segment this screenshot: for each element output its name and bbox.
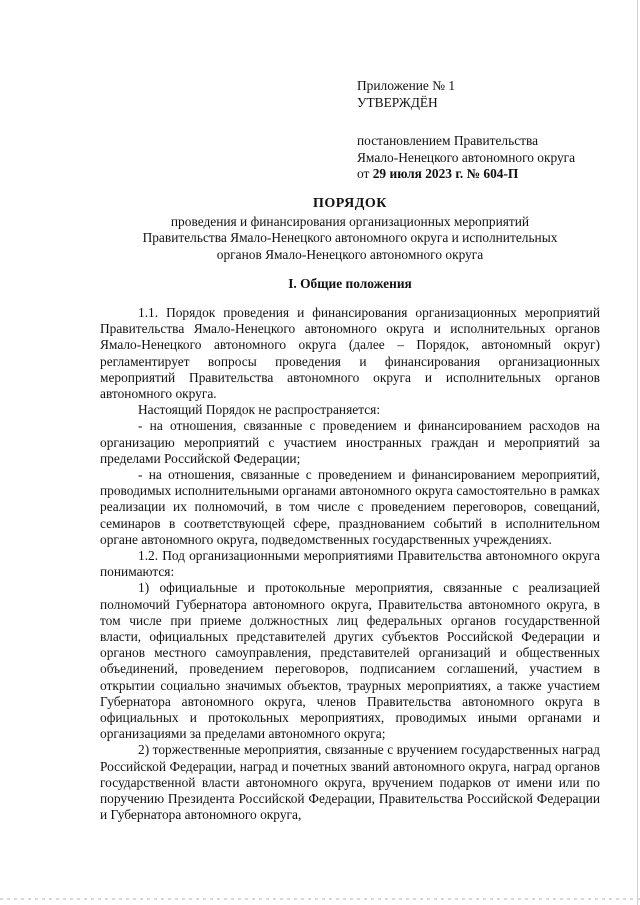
date-prefix: от bbox=[357, 166, 370, 181]
approved-label: УТВЕРЖДЁН bbox=[357, 94, 438, 110]
title-main: ПОРЯДОК bbox=[313, 196, 387, 211]
paragraph: Настоящий Порядок не распространяется: bbox=[138, 402, 381, 418]
scan-artifact-line bbox=[0, 898, 640, 900]
paragraph: 1.1. Порядок проведения и финансирования организационных мероприятий Правительства Ямало-Ненецкого автономного округа и исполнительных органов Ямало-Ненецкого автономного округа (далее – Порядок, автономный округ) регламентирует вопросы проведения и финансирования организационных мероприятий Правительства автономного округа и исполнительных органов автономного округа. bbox=[100, 305, 600, 402]
approval-block bbox=[357, 78, 607, 183]
approval-gap bbox=[357, 111, 607, 133]
appendix-number: Приложение № 1 bbox=[357, 78, 456, 93]
paragraph: - на отношения, связанные с проведением и финансированием мероприятий, проводимых исполнительными органами автономного округа самостоятельно в рамках реализации их полномочий, в том числе с проведением переговоров, совещаний, семинаров в соответствующей сфере, празднованием событий в исполнительном органе автономного округа, подведомственных государственных учреждениях. bbox=[100, 467, 600, 547]
paragraph: - на отношения, связанные с проведением и финансированием расходов на организацию мероприятий с участием иностранных граждан и мероприятий за пределами Российской Федерации; bbox=[100, 418, 600, 466]
paragraph: 2) торжественные мероприятия, связанные с вручением государственных наград Российской Федерации, наград и почетных званий автономного округа, наград органов государственной власти автономного округа, вручением подарков от имени или по поручению Президента Российской Федерации, Правительства Российской Федерации и Губернатора автономного округа, bbox=[100, 742, 600, 823]
title-line-1: проведения и финансирования организационных мероприятий bbox=[170, 213, 530, 229]
page-edge bbox=[637, 0, 638, 905]
resolution-line: постановлением Правительства bbox=[357, 133, 539, 148]
title-line-2: Правительства Ямало-Ненецкого автономного округа и исполнительных bbox=[142, 230, 558, 245]
body-text bbox=[100, 305, 600, 824]
document-title bbox=[100, 196, 600, 263]
government-line: Ямало-Ненецкого автономного округа bbox=[357, 149, 576, 165]
resolution-date-line bbox=[357, 166, 607, 183]
paragraph: 1) официальные и протокольные мероприятия, связанные с реализацией полномочий Губернатора автономного округа, Правительства автономного округа, в том числе при приеме должностных лиц федеральных органов государственной власти, официальных представителей других субъектов Российской Федерации и органов местного самоуправления, представителей организаций и общественных объединений, проведением переговоров, подписанием соглашений, участием в открытии социально значимых объектов, траурных мероприятиях, а также участием Губернатора автономного округа, членов Правительства автономного округа в официальных и протокольных мероприятиях, проводимых иными органами и организациями за пределами автономного округа; bbox=[100, 580, 600, 742]
title-line-3: органов Ямало-Ненецкого автономного округа bbox=[216, 246, 484, 262]
paragraph: 1.2. Под организационными мероприятиями Правительства автономного округа понимаются: bbox=[100, 548, 600, 580]
resolution-date-number: 29 июля 2023 г. № 604-П bbox=[372, 166, 519, 181]
section-heading: I. Общие положения bbox=[288, 276, 412, 291]
